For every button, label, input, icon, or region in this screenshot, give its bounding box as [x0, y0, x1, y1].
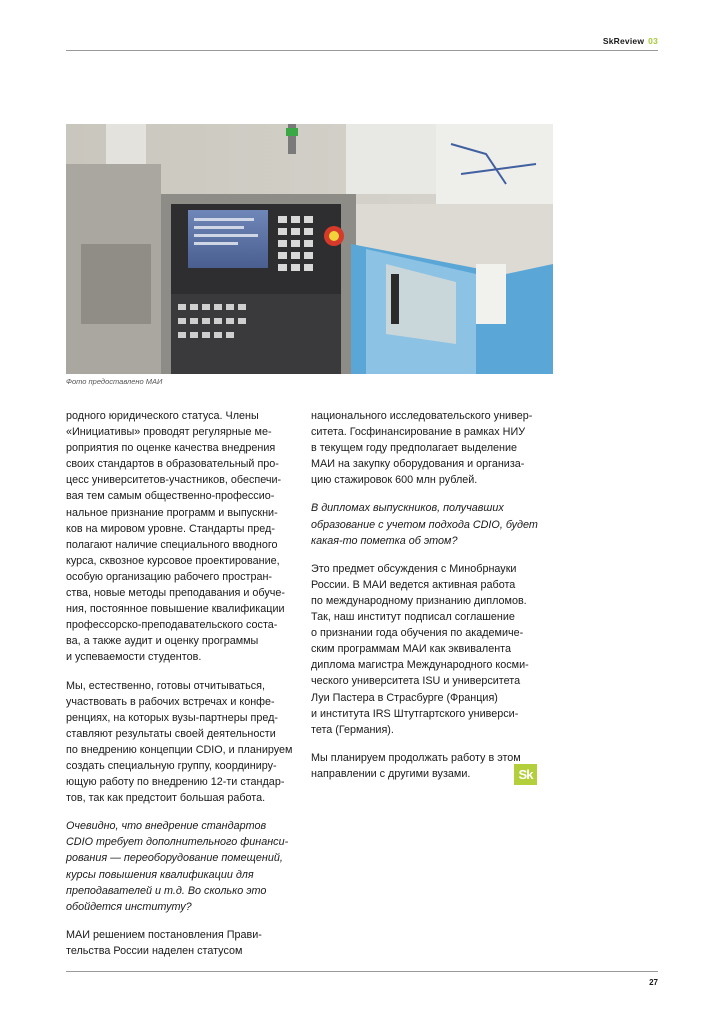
text-line: ства, новые методы преподавания и обуче- — [66, 587, 285, 600]
page-number: 27 — [649, 978, 658, 987]
paragraph — [311, 561, 546, 738]
text-line: курса, сквозное курсовое проектирование, — [66, 554, 280, 567]
text-line: в текущем году предполагает выделение — [311, 442, 518, 455]
interview-question — [66, 818, 301, 915]
brand-header — [603, 36, 658, 46]
text-line: родного юридического статуса. Члены — [66, 410, 259, 422]
text-line: своих стандартов в образовательный про- — [66, 458, 279, 471]
paragraph — [66, 927, 301, 959]
text-line: профессорско-преподавательского соста- — [66, 619, 278, 632]
text-line: ния, постоянное повышение квалификации — [66, 603, 285, 616]
text-line: нальное признание программ и выпускни- — [66, 506, 278, 519]
text-line: и института IRS Штутгартского универси- — [311, 707, 519, 720]
text-line: полагают наличие специального вводного — [66, 538, 278, 551]
footer-rule — [66, 971, 658, 972]
text-line: ческого университета ISU и университета — [311, 675, 521, 688]
text-line: ским программам МАИ как эквивалента — [311, 643, 512, 656]
text-line: обойдется институту? — [66, 900, 192, 913]
text-line: ставляют результаты своей деятельности — [66, 727, 276, 740]
text-line: направлении с другими вузами. — [311, 767, 471, 780]
header-rule — [66, 50, 658, 51]
interview-question — [311, 500, 546, 548]
text-line: Это предмет обсуждения с Минобрнауки — [311, 562, 517, 575]
text-line: В дипломах выпускников, получавших — [311, 502, 504, 515]
text-line: ва, а также аудит и оценку программы — [66, 635, 259, 648]
text-line: ситета. Госфинансирование в рамках НИУ — [311, 426, 526, 439]
text-line: рования — переоборудование помещений, — [66, 852, 283, 865]
text-line: «Инициативы» проводят регулярные ме- — [66, 426, 272, 439]
text-line: по международному признанию дипломов. — [311, 594, 527, 607]
brand-name: SkReview — [602, 36, 645, 46]
text-line: образование с учетом подхода CDIO, будет — [311, 518, 538, 531]
text-line: создать специальную группу, координиру- — [66, 759, 277, 772]
text-line: тета (Германия). — [311, 723, 394, 736]
paragraph — [66, 408, 301, 666]
text-line: Очевидно, что внедрение стандартов — [66, 820, 267, 833]
text-line: ков на мировом уровне. Стандарты пред- — [66, 522, 275, 535]
text-line: Так, наш институт подписал соглашение — [311, 611, 515, 624]
text-line: ющую работу по внедрению 12-ти стандар- — [66, 776, 285, 789]
text-line: участвовать в рабочих встречах и конфе- — [66, 695, 275, 708]
article-photo — [66, 124, 553, 374]
sk-logo: Sk — [514, 764, 537, 785]
text-line: диплома магистра Международного косми- — [311, 659, 529, 672]
text-line: цию стажировок 600 млн рублей. — [311, 474, 478, 487]
text-column-left — [66, 408, 301, 971]
text-line: тов, так как предстоит большая работа. — [66, 792, 266, 805]
issue-number: 03 — [648, 36, 658, 46]
text-line: какая-то пометка об этом? — [311, 534, 458, 547]
paragraph — [66, 678, 301, 807]
text-line: России. В МАИ ведется активная работа — [311, 578, 516, 591]
text-line: курсы повышения квалификации для — [66, 868, 254, 881]
text-line: по внедрению концепции CDIO, и планируем — [66, 743, 293, 756]
text-line: роприятия по оценке качества внедрения — [66, 442, 276, 455]
text-line: МАИ на закупку оборудования и организа- — [311, 458, 525, 471]
text-line: Луи Пастера в Страсбурге (Франция) — [311, 691, 498, 704]
text-line: ренциях, на которых вузы-партнеры пред- — [66, 711, 279, 724]
paragraph — [311, 408, 546, 488]
text-line: Мы планируем продолжать работу в этом — [311, 751, 521, 764]
text-line: CDIO требует дополнительного финанси- — [66, 836, 289, 849]
text-line: особую организацию рабочего простран- — [66, 570, 273, 583]
text-line: преподавателей и т.д. Во сколько это — [66, 884, 267, 897]
text-column-right — [311, 408, 546, 794]
text-line: цесс университетов-участников, обеспечи- — [66, 474, 282, 487]
text-line: тельства России наделен статусом — [66, 944, 243, 957]
photo-caption: Фото предоставлено МАИ — [66, 377, 163, 386]
text-line: и успеваемости студентов. — [66, 651, 202, 664]
text-line: национального исследовательского универ- — [311, 410, 533, 422]
text-line: вая тем самым общественно-профессио- — [66, 490, 275, 503]
text-line: Мы, естественно, готовы отчитываться, — [66, 679, 265, 692]
text-line: МАИ решением постановления Прави- — [66, 928, 262, 941]
text-line: о признании года обучения по академиче- — [311, 627, 524, 640]
paragraph — [311, 750, 546, 782]
